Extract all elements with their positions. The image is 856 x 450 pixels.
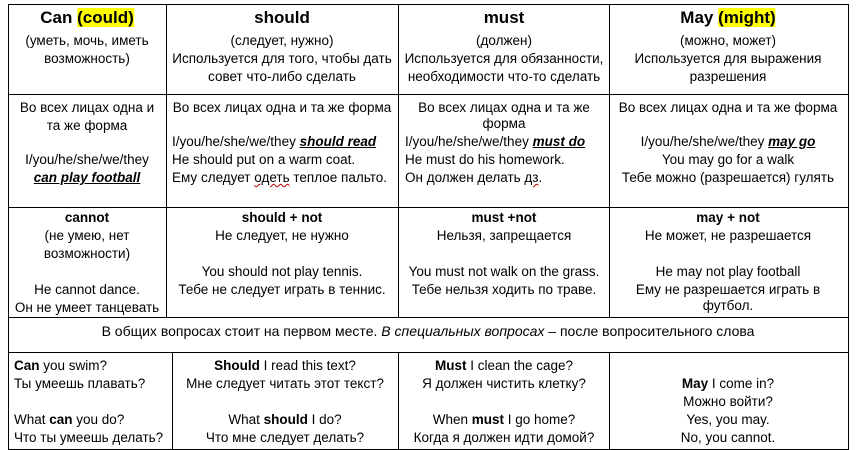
header-must: must [483, 8, 525, 27]
aff-can-text: та же форма [46, 118, 128, 133]
q-can-1: Can you swim? [14, 358, 108, 373]
neg-can-text: He cannot dance. [34, 282, 140, 297]
q-may-1: May I come in? [681, 376, 775, 391]
q-must-2: When must I go home? [432, 412, 576, 427]
row-border [8, 352, 849, 353]
col-border [848, 4, 849, 450]
header-must-desc: Используется для обязанности, [404, 51, 604, 66]
aff-must-text: форма [482, 116, 526, 131]
neg-may-text: футбол. [702, 298, 754, 313]
q-must-1-ru: Я должен чистить клетку? [422, 376, 586, 391]
q-may-answer-yes: Yes, you may. [686, 412, 770, 427]
aff-must-text: Во всех лицах одна и та же [418, 100, 590, 115]
q-can-2-ru: Что ты умеешь делать? [14, 430, 164, 445]
row-border [8, 207, 849, 208]
neg-may-text: Ему не разрешается играть в [635, 282, 821, 297]
aff-can-text: Во всех лицах одна и [19, 100, 155, 115]
header-must-desc: (должен) [476, 33, 532, 48]
aff-may-text: You may go for a walk [661, 152, 795, 167]
header-should-desc: (следует, нужно) [230, 33, 334, 48]
neg-may-text: He may not play football [655, 264, 801, 279]
neg-should-head: should + not [241, 210, 323, 225]
row-border [8, 94, 849, 95]
aff-may-example: I/you/he/she/we/they may go [640, 134, 816, 149]
header-may-desc: Используется для выражения [634, 51, 822, 66]
header-should-desc: совет что-либо сделать [208, 69, 356, 84]
col-border [172, 352, 173, 450]
aff-can-example: can play football [33, 170, 141, 185]
row-border [8, 4, 849, 5]
aff-may-text: Тебе можно (разрешается) гулять [621, 170, 835, 185]
col-border [166, 4, 167, 317]
header-should: should [254, 8, 310, 27]
neg-must-text: Нельзя, запрещается [436, 228, 572, 243]
aff-can-text: I/you/he/she/we/they [25, 152, 149, 167]
aff-must-text: Он должен делать дз. [405, 170, 543, 185]
neg-can-text: возможности) [43, 246, 131, 261]
q-should-2: What should I do? [228, 412, 342, 427]
q-can-1-ru: Ты умеешь плавать? [14, 376, 146, 391]
aff-should-example: I/you/he/she/we/they should read [172, 134, 377, 149]
col-border [398, 352, 399, 450]
aff-should-text: Ему следует одеть теплое пальто. [172, 170, 387, 185]
neg-can-head: cannot [64, 210, 110, 225]
header-can-desc: возможность) [44, 51, 130, 66]
aff-should-text: Во всех лицах одна и та же форма [172, 100, 392, 115]
aff-should-text: He should put on a warm coat. [172, 152, 356, 167]
neg-may-text: Не может, не разрешается [644, 228, 812, 243]
q-should-2-ru: Что мне следует делать? [205, 430, 365, 445]
header-can: Can (could) [40, 8, 134, 27]
header-may-desc: разрешения [689, 69, 767, 84]
row-border [8, 317, 849, 318]
neg-should-text: Тебе не следует играть в теннис. [178, 282, 386, 297]
header-may: May (might) [680, 8, 776, 27]
aff-must-example: I/you/he/she/we/they must do [405, 134, 586, 149]
q-must-1: Must I clean the cage? [434, 358, 574, 373]
neg-can-text: Он не умеет танцевать [14, 300, 160, 315]
q-should-1-ru: Мне следует читать этот текст? [186, 376, 384, 391]
q-may-answer-no: No, you cannot. [680, 430, 776, 445]
header-may-desc: (можно, может) [679, 33, 777, 48]
aff-must-text: He must do his homework. [405, 152, 565, 167]
header-should-desc: Используется для того, чтобы дать [172, 51, 392, 66]
neg-should-text: You should not play tennis. [201, 264, 363, 279]
neg-must-text: Тебе нельзя ходить по траве. [411, 282, 597, 297]
q-can-2: What can you do? [14, 412, 125, 427]
header-must-desc: необходимости что-то сделать [407, 69, 601, 84]
col-border [609, 352, 610, 450]
neg-must-head: must +not [471, 210, 537, 225]
aff-may-text: Во всех лицах одна и та же форма [618, 100, 838, 115]
col-border [398, 4, 399, 317]
col-border [609, 4, 610, 317]
neg-may-head: may + not [696, 210, 760, 225]
header-can-desc: (уметь, мочь, иметь [25, 33, 149, 48]
col-border [8, 4, 9, 450]
neg-must-text: You must not walk on the grass. [408, 264, 600, 279]
q-may-1-ru: Можно войти? [683, 394, 773, 409]
q-must-2-ru: Когда я должен идти домой? [413, 430, 595, 445]
neg-should-text: Не следует, не нужно [215, 228, 349, 243]
neg-can-text: (не умею, нет [44, 228, 130, 243]
q-should-1: Should I read this text? [214, 358, 356, 373]
question-note: В общих вопросах стоит на первом месте. В специальных вопросах – после вопросительного слова [101, 323, 755, 339]
